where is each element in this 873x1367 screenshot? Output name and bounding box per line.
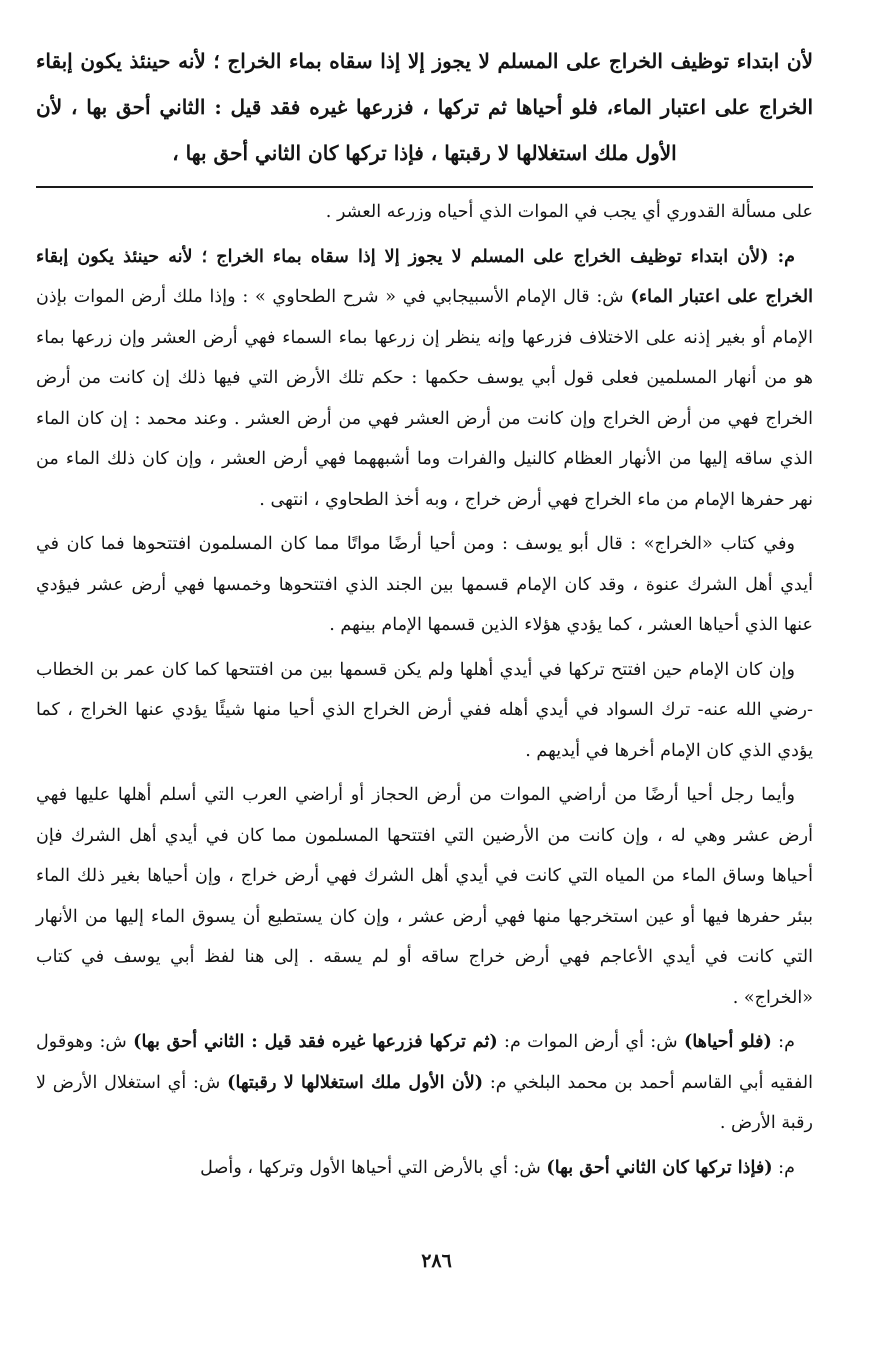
page-number: ٢٨٦ xyxy=(421,1250,452,1272)
commentary-text: ش: أي بالأرض التي أحياها الأول وتركها ، وأصل xyxy=(200,1157,547,1178)
separator-line xyxy=(36,186,813,188)
quoted-main-text: م: (لأن ابتداء توظيف الخراج على المسلم لا يجوز إلا إذا سقاه بماء الخراج ؛ لأنه حينئذ يكون إبقاء الخراج على اعتبار الماء) xyxy=(36,245,813,307)
commentary-paragraph-7 xyxy=(36,1148,813,1189)
commentary-paragraph-4: وإن كان الإمام حين افتتح تركها في أيدي أهلها ولم يكن قسمها بين من افتتحها كما كان عمر بن الخطاب -رضي الله عنه- ترك السواد في أيدي أهله ففي أرض الخراج الذي أحيا منها شيئًا يؤدي عنها الخراج ، كما يؤدي الذي كان الإمام أخرها في أيديهم . xyxy=(36,659,813,761)
main-text: لأن ابتداء توظيف الخراج على المسلم لا يجوز إلا إذا سقاه بماء الخراج ؛ لأنه حينئذ يكون إبقاء الخراج على اعتبار الماء، فلو أحياها ثم تركها ، فزرعها غيره فقد قيل : الثاني أحق بها ، لأن الأول ملك استغلالها لا رقبتها ، فإذا تركها كان الثاني أحق بها ، xyxy=(36,49,813,165)
quoted-main-text: (ثم تركها فزرعها غيره فقد قيل : الثاني أحق بها) xyxy=(133,1031,498,1052)
quoted-main-text: (فإذا تركها كان الثاني أحق بها) xyxy=(546,1156,773,1178)
quoted-main-text: (لأن الأول ملك استغلالها لا رقبتها) xyxy=(227,1071,484,1093)
commentary-paragraph-3: وفي كتاب «الخراج» : قال أبو يوسف : ومن أحيا أرضًا مواتًا مما كان المسلمون افتتحوها فما كان في أيدي أهل الشرك عنوة ، وقد كان الإمام قسمها بين الجند الذي افتتحوها وخمسها فهي أرض عشر فيؤدي عنها الذي أحياها العشر ، كما يؤدي هؤلاء الذين قسمها الإمام بينهم . xyxy=(36,534,813,635)
commentary-text: م: xyxy=(772,1157,795,1178)
commentary-paragraph-2 xyxy=(36,237,813,521)
commentary-text: ش: قال الإمام الأسبيجابي في « شرح الطحاوي » : وإذا ملك أرض الموات بإذن الإمام أو بغير إذنه على الاختلاف فزرعها وإنه ينظر إن زرعها بماء السماء فهي أرض العشر وإن زرعها بماء هو من أنهار المسلمين فعلى قول أبي يوسف حكمها : حكم تلك الأرض التي فيها ذلك إن كانت من أرض الخراج فهي من أرض الخراج وإن كانت من أرض العشر فهي من أرض العشر . وعند محمد : إن كان الماء الذي ساقه إليها من الأنهار العظام كالنيل والفرات وما أشبههما فهي أرض العشر ، وإن كان ذلك الماء من نهر حفرها الإمام من ماء الخراج فهي أرض خراج ، وبه أخذ الطحاوي ، انتهى . xyxy=(36,287,813,510)
commentary-text: ش: وهوقول الفقيه أبي القاسم أحمد بن محمد البلخي م: xyxy=(36,1032,813,1093)
quoted-main-text: (فلو أحياها) xyxy=(684,1031,772,1052)
commentary-paragraph-6 xyxy=(36,1022,813,1144)
commentary-text: ش: أي أرض الموات م: xyxy=(497,1032,684,1052)
commentary-paragraph-5: وأيما رجل أحيا أرضًا من أراضي الموات من أرض الحجاز أو أراضي العرب التي أسلم أهلها عليها فهي أرض عشر وهي له ، وإن كانت من الأرضين التي افتتحها المسلمون مما كان في أيدي أهل الشرك فإن أحياها وساق الماء من المياه التي كانت في أيدي أهل الشرك فهي أرض خراج ، وإن أحياها بغير ذلك الماء ببئر حفرها فيها أو عين استخرجها منها فهي أرض عشر ، وإن كان يستطيع أن يسوق الماء إليها من الأنهار التي كانت في أيدي الأعاجم فهي أرض خراج ساقه أو لم يسقه . إلى هنا لفظ أبي يوسف في كتاب «الخراج» . xyxy=(36,785,813,1008)
commentary-text: م: xyxy=(771,1032,795,1052)
commentary-text: ش: أي استغلال الأرض لا رقبة الأرض . xyxy=(36,1072,813,1133)
commentary-paragraph-1: على مسألة القدوري أي يجب في الموات الذي أحياه وزرعه العشر . xyxy=(325,202,813,222)
book-page xyxy=(36,38,813,1367)
